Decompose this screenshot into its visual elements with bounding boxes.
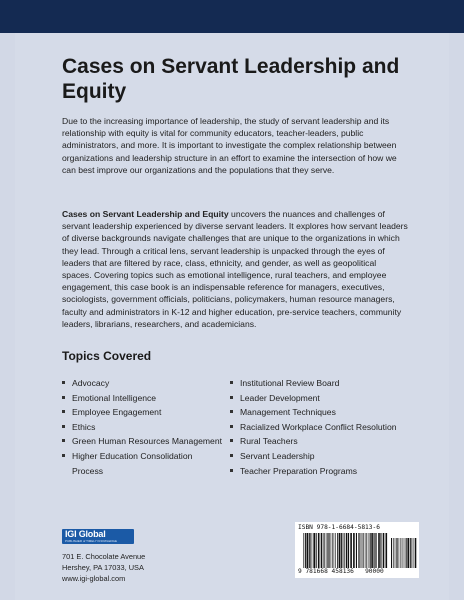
- topics-list-right: [230, 376, 420, 478]
- barcode-bar: [365, 533, 366, 568]
- barcode-addon-bar: [393, 538, 394, 568]
- barcode-bar: [371, 533, 373, 568]
- barcode-bar: [356, 533, 357, 568]
- barcode-addon-bar: [413, 538, 414, 568]
- book-title: Cases on Servant Leadership and Equity: [62, 55, 400, 103]
- barcode-bar: [358, 533, 359, 568]
- barcode-bar: [350, 533, 352, 568]
- barcode-bar: [366, 533, 367, 568]
- barcode-bar: [329, 533, 330, 568]
- barcode-bar: [332, 533, 333, 568]
- bullet-icon: [62, 381, 65, 384]
- barcode-bar: [335, 533, 336, 568]
- barcode-bar: [328, 533, 329, 568]
- barcode-addon-bar: [391, 538, 392, 568]
- barcode-addon-bar: [399, 538, 400, 568]
- barcode-addon-bar: [412, 538, 413, 568]
- barcode-bar: [348, 533, 349, 568]
- topic-item: Green Human Resources Management: [62, 434, 222, 449]
- barcode-bar: [346, 533, 348, 568]
- barcode-addon-bar: [407, 538, 409, 568]
- barcode-bar: [313, 533, 315, 568]
- bullet-icon: [62, 454, 65, 457]
- barcode-bar: [331, 533, 332, 568]
- barcode-bars: [303, 533, 417, 568]
- barcode-bar: [361, 533, 362, 568]
- barcode-bar: [343, 533, 344, 568]
- publisher-logo: [62, 529, 134, 544]
- topic-item: Leader Development: [230, 391, 420, 406]
- topic-item: Institutional Review Board: [230, 376, 420, 391]
- barcode-addon-bar: [397, 538, 398, 568]
- topics-heading: Topics Covered: [62, 349, 152, 363]
- bullet-icon: [230, 410, 233, 413]
- barcode-bar: [386, 533, 388, 568]
- topic-item: Rural Teachers: [230, 434, 420, 449]
- barcode-bar: [309, 533, 310, 568]
- barcode-bar: [327, 533, 328, 568]
- barcode-bar: [359, 533, 360, 568]
- topic-item: Ethics: [62, 420, 222, 435]
- barcode-bar: [307, 533, 309, 568]
- barcode-bar: [344, 533, 345, 568]
- barcode-bar: [326, 533, 327, 568]
- description-body: uncovers the nuances and challenges of servant leadership experienced by diverse servant leaders. It explores how servant leaders of diverse backgrounds navigate challenges that are unique to the organizations in which they lead. Through a critical lens, servant leadership is unpacked through the eyes of leaders that are filtered by race, class, ethnicity, and gender, as well as geopolitical spaces. Covering topics such as emotional intelligence, rural teachers, and employee engagement, this case book is an indispensable reference for managers, executives, sociologists, government officials, politicians, policymakers, human resource managers, faculty and administrators in K-12 and higher education, pre-service teachers, community leaders, librarians, researchers, and academicians.: [62, 209, 408, 329]
- description-book-title: Cases on Servant Leadership and Equity: [62, 209, 229, 219]
- barcode-addon-bar: [395, 538, 396, 568]
- barcode-bar: [312, 533, 313, 568]
- logo-tagline: PUBLISHER of TIMELY KNOWLEDGE: [65, 539, 118, 543]
- bullet-icon: [230, 425, 233, 428]
- barcode-bar: [362, 533, 363, 568]
- topic-item: Teacher Preparation Programs: [230, 464, 420, 479]
- bullet-icon: [62, 425, 65, 428]
- topic-item: Employee Engagement: [62, 405, 222, 420]
- topic-item: Advocacy: [62, 376, 222, 391]
- isbn-text: ISBN 978-1-6684-5813-6: [298, 524, 380, 531]
- bullet-icon: [230, 469, 233, 472]
- bullet-icon: [62, 410, 65, 413]
- barcode-bar: [380, 533, 381, 568]
- barcode-bar: [370, 533, 371, 568]
- barcode-bar: [334, 533, 335, 568]
- isbn-barcode: [295, 522, 419, 578]
- barcode-addon-bar: [410, 538, 411, 568]
- barcode-addon-bar: [402, 538, 403, 568]
- barcode-bar: [368, 533, 369, 568]
- address-line-1: 701 E. Chocolate Avenue: [62, 552, 146, 561]
- top-color-band: [0, 0, 464, 33]
- barcode-bar: [376, 533, 377, 568]
- barcode-bar: [375, 533, 376, 568]
- barcode-bar: [383, 533, 385, 568]
- barcode-bar: [337, 533, 338, 568]
- topic-item: Management Techniques: [230, 405, 420, 420]
- address-line-2: Hershey, PA 17033, USA: [62, 563, 144, 572]
- publisher-address: [62, 551, 145, 584]
- barcode-bar: [341, 533, 342, 568]
- bullet-icon: [62, 439, 65, 442]
- barcode-addon-bar: [396, 538, 397, 568]
- bullet-icon: [230, 454, 233, 457]
- logo-text: IGI Global: [65, 529, 106, 539]
- barcode-addon-bar: [401, 538, 402, 568]
- topics-list-left: [62, 376, 222, 478]
- topic-item: Higher Education Consolidation Process: [62, 449, 222, 478]
- barcode-bar: [303, 533, 304, 568]
- barcode-bar: [316, 533, 317, 568]
- barcode-bar: [318, 533, 320, 568]
- barcode-bar: [305, 533, 306, 568]
- barcode-addon-bar: [406, 538, 407, 568]
- barcode-bar: [353, 533, 355, 568]
- bullet-icon: [230, 381, 233, 384]
- description-paragraph-1: Due to the increasing importance of leadership, the study of servant leadership and its relationship with equity is vital for community educators, teacher-leaders, public administrators, and more. It is important to investigate the complex relationship between organizations and leadership structure in an effort to examine the intersection of how we can best improve our organizations and the populations that they serve.: [62, 116, 397, 175]
- bullet-icon: [230, 439, 233, 442]
- bullet-icon: [230, 396, 233, 399]
- barcode-bar: [363, 533, 364, 568]
- publisher-website: www.igi-global.com: [62, 574, 126, 583]
- topic-item: Emotional Intelligence: [62, 391, 222, 406]
- barcode-bar: [321, 533, 323, 568]
- barcode-bar: [378, 533, 380, 568]
- topic-item: Servant Leadership: [230, 449, 420, 464]
- barcode-bar: [310, 533, 311, 568]
- barcode-bar: [374, 533, 375, 568]
- topic-item: Racialized Workplace Conflict Resolution: [230, 420, 420, 435]
- description-paragraph-2: [62, 208, 408, 330]
- barcode-number: 9 781668 458136 90000: [298, 568, 384, 575]
- barcode-addon-bar: [415, 538, 417, 568]
- barcode-addon-bar: [404, 538, 405, 568]
- barcode-bar: [339, 533, 341, 568]
- bullet-icon: [62, 396, 65, 399]
- barcode-bar: [324, 533, 325, 568]
